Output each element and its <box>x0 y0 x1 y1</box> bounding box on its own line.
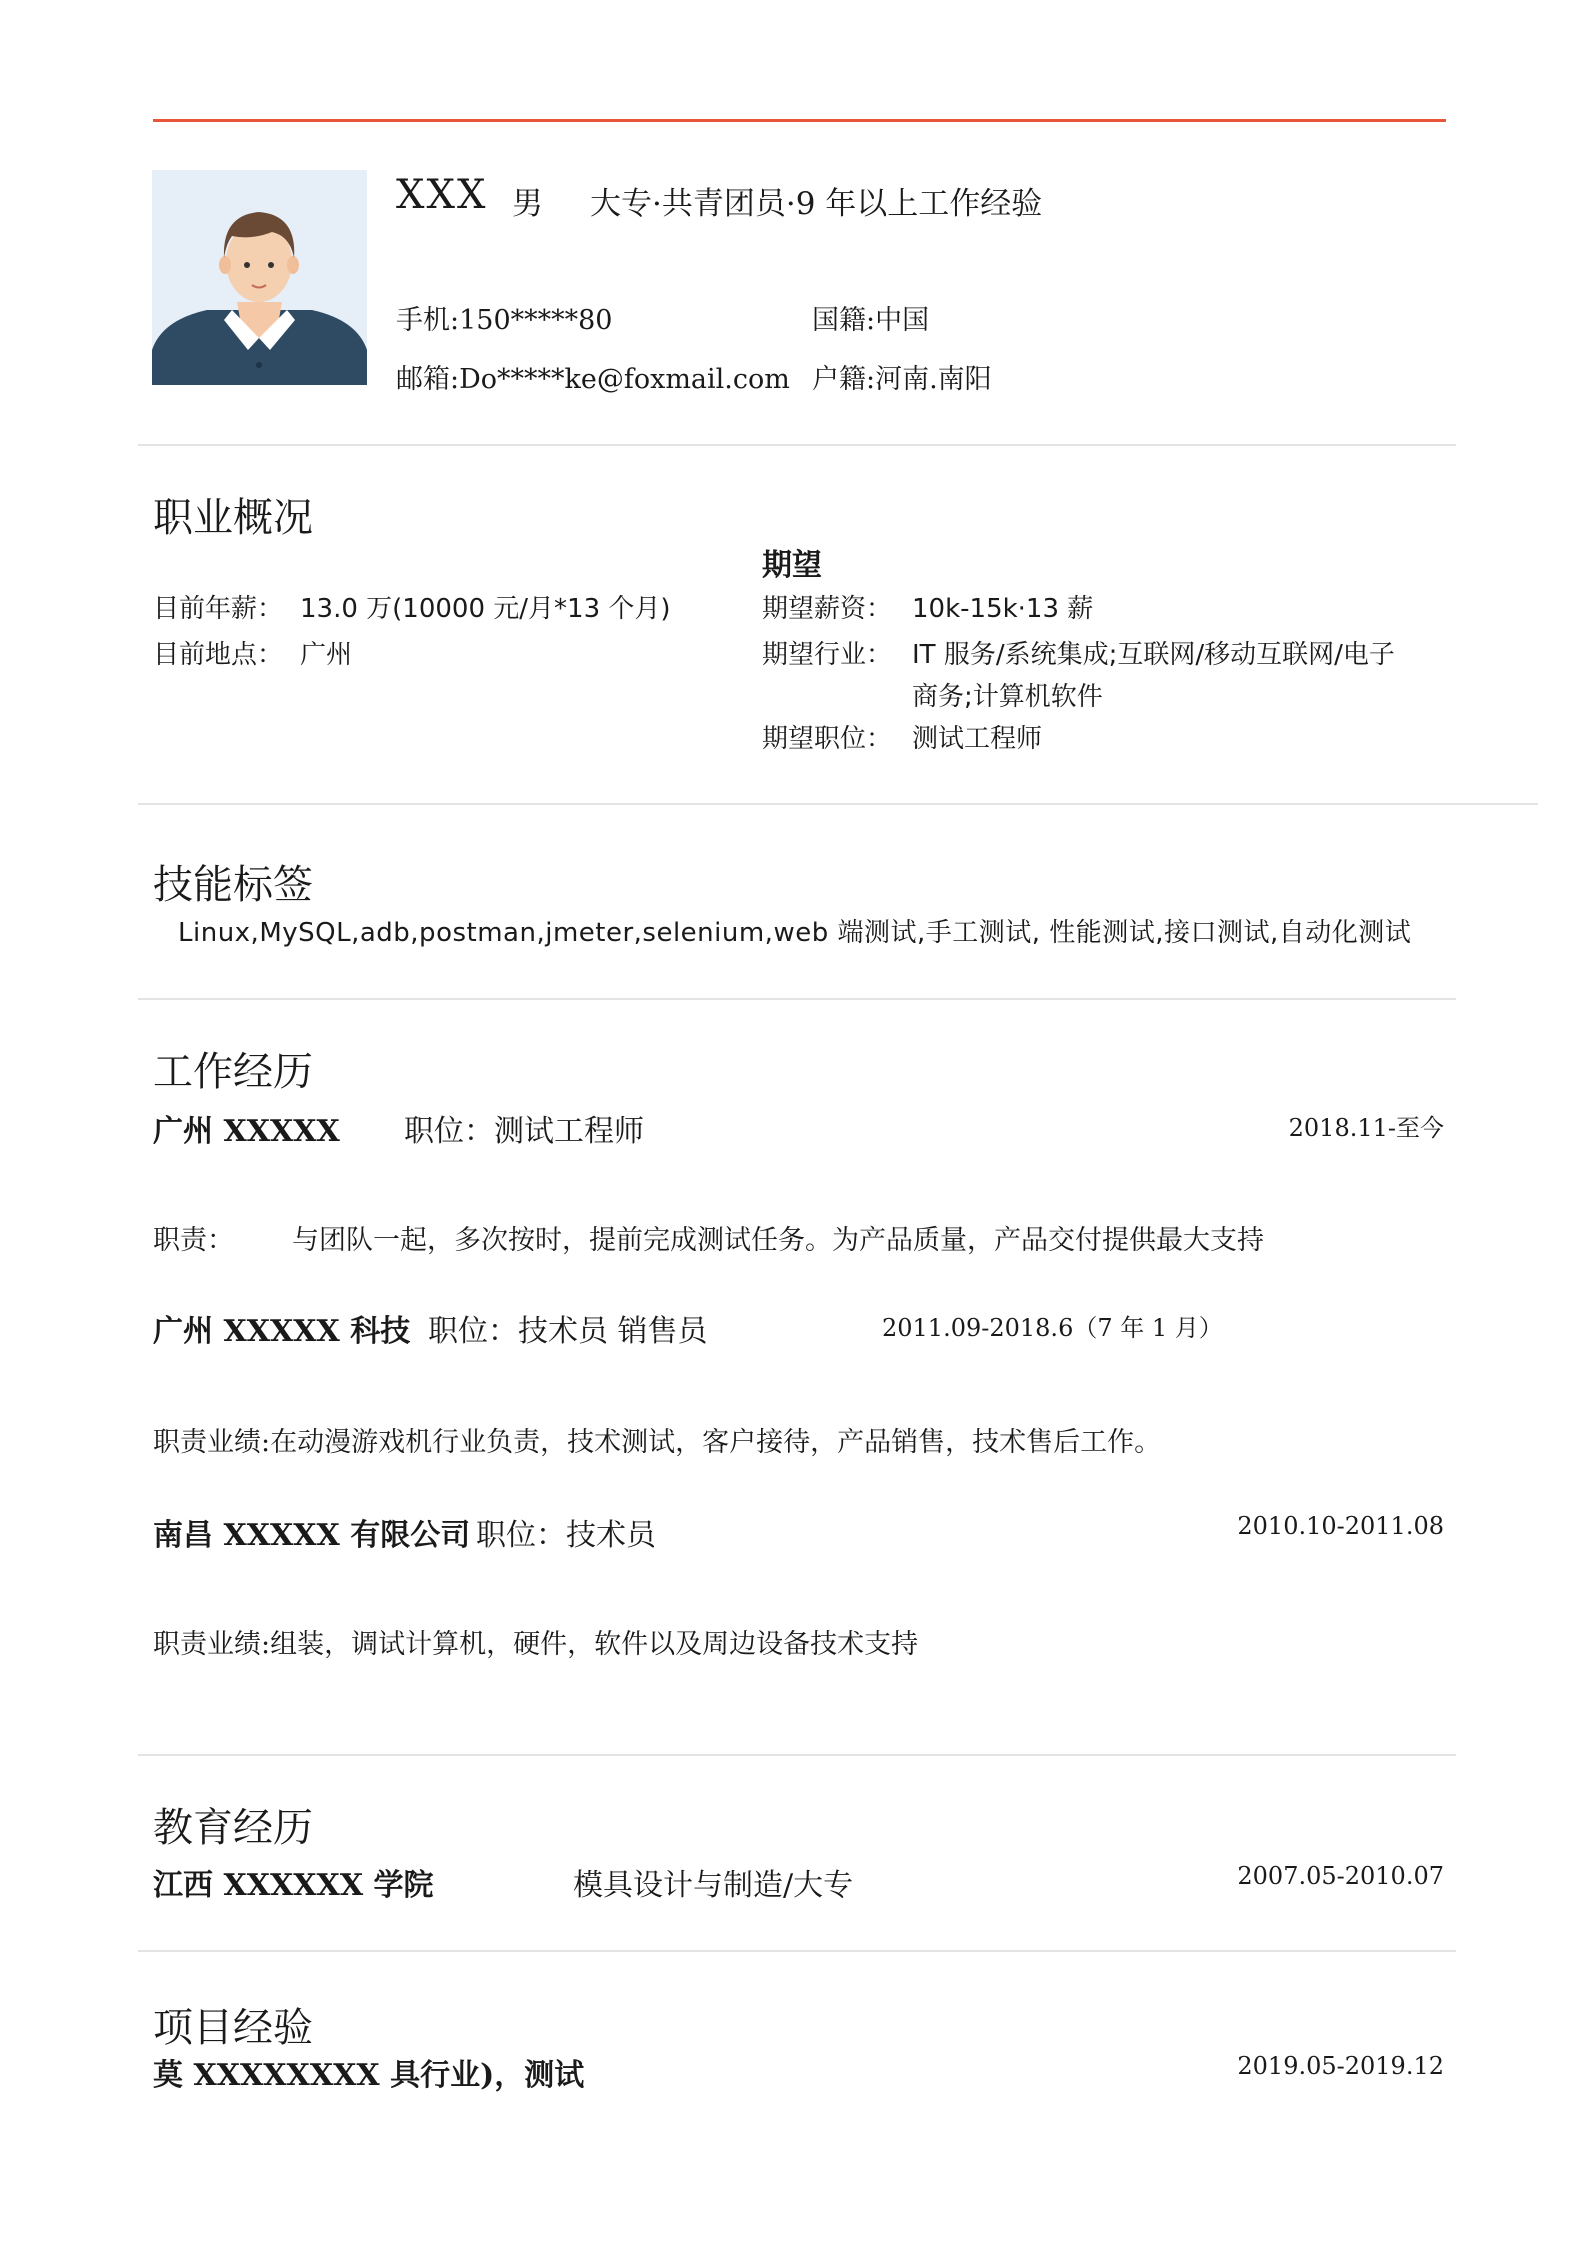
job-1-duty-label: 职责： <box>153 1225 234 1256</box>
avatar-illustration <box>152 170 367 385</box>
gender: 男 <box>512 186 543 222</box>
job-3-duty: 职责业绩:组装，调试计算机，硬件，软件以及周边设备技术支持 <box>153 1629 919 1660</box>
job-1-duty: 与团队一起，多次按时，提前完成测试任务。为产品质量，产品交付提供最大支持 <box>292 1225 1264 1256</box>
hometown: 户籍:河南.南阳 <box>812 364 992 395</box>
job-2-position: 职位：技术员 销售员 <box>428 1314 708 1349</box>
job-1-position: 职位：测试工程师 <box>404 1114 644 1149</box>
nationality: 国籍:中国 <box>812 305 930 336</box>
section-title-education: 教育经历 <box>153 1805 313 1851</box>
section-title-project: 项目经验 <box>153 2005 313 2051</box>
current-location: 广州 <box>300 640 353 670</box>
avatar <box>152 170 367 385</box>
divider <box>138 998 1456 1000</box>
current-location-label: 目前地点： <box>153 640 284 670</box>
job-2-date: 2011.09-2018.6（7 年 1 月） <box>882 1314 1223 1342</box>
job-2-company: 广州 XXXXX 科技 <box>153 1314 411 1349</box>
top-accent-line <box>153 119 1446 122</box>
section-title-skills: 技能标签 <box>153 862 313 908</box>
expect-salary-label: 期望薪资： <box>762 594 893 624</box>
divider <box>138 444 1456 446</box>
education-school: 江西 XXXXXX 学院 <box>153 1868 434 1903</box>
divider <box>138 803 1538 805</box>
current-salary-label: 目前年薪： <box>153 594 284 624</box>
divider <box>138 1754 1456 1756</box>
section-title-career: 职业概况 <box>153 495 313 541</box>
expect-industry-line1: IT 服务/系统集成;互联网/移动互联网/电子 <box>912 640 1395 670</box>
current-salary: 13.0 万(10000 元/月*13 个月) <box>300 594 671 624</box>
section-title-work: 工作经历 <box>153 1049 313 1095</box>
skills-text: Linux,MySQL,adb,postman,jmeter,selenium,web 端测试,手工测试, 性能测试,接口测试,自动化测试 <box>178 918 1412 948</box>
candidate-name: XXX <box>396 172 488 218</box>
job-1-company: 广州 XXXXX <box>153 1114 340 1149</box>
expect-salary: 10k-15k·13 薪 <box>912 594 1094 624</box>
expect-position: 测试工程师 <box>912 724 1043 754</box>
expect-industry-line2: 商务;计算机软件 <box>912 682 1103 712</box>
expect-industry-label: 期望行业： <box>762 640 893 670</box>
job-2-duty: 职责业绩:在动漫游戏机行业负责，技术测试，客户接待，产品销售，技术售后工作。 <box>153 1427 1162 1458</box>
education-date: 2007.05-2010.07 <box>1237 1862 1444 1890</box>
job-3-position: 职位：技术员 <box>476 1518 656 1553</box>
job-3-date: 2010.10-2011.08 <box>1237 1512 1444 1540</box>
expect-position-label: 期望职位： <box>762 724 893 754</box>
divider <box>138 1950 1456 1952</box>
email: 邮箱:Do*****ke@foxmail.com <box>396 364 790 395</box>
project-date: 2019.05-2019.12 <box>1237 2052 1444 2080</box>
expect-title: 期望 <box>762 548 822 583</box>
header-summary: 大专·共青团员·9 年以上工作经验 <box>590 186 1043 222</box>
job-1-date: 2018.11-至今 <box>1288 1114 1444 1142</box>
job-3-company: 南昌 XXXXX 有限公司 <box>153 1518 471 1553</box>
phone: 手机:150*****80 <box>396 305 613 336</box>
education-major: 模具设计与制造/大专 <box>573 1868 854 1903</box>
project-name: 莫 XXXXXXXX 具行业)，测试 <box>153 2058 585 2093</box>
